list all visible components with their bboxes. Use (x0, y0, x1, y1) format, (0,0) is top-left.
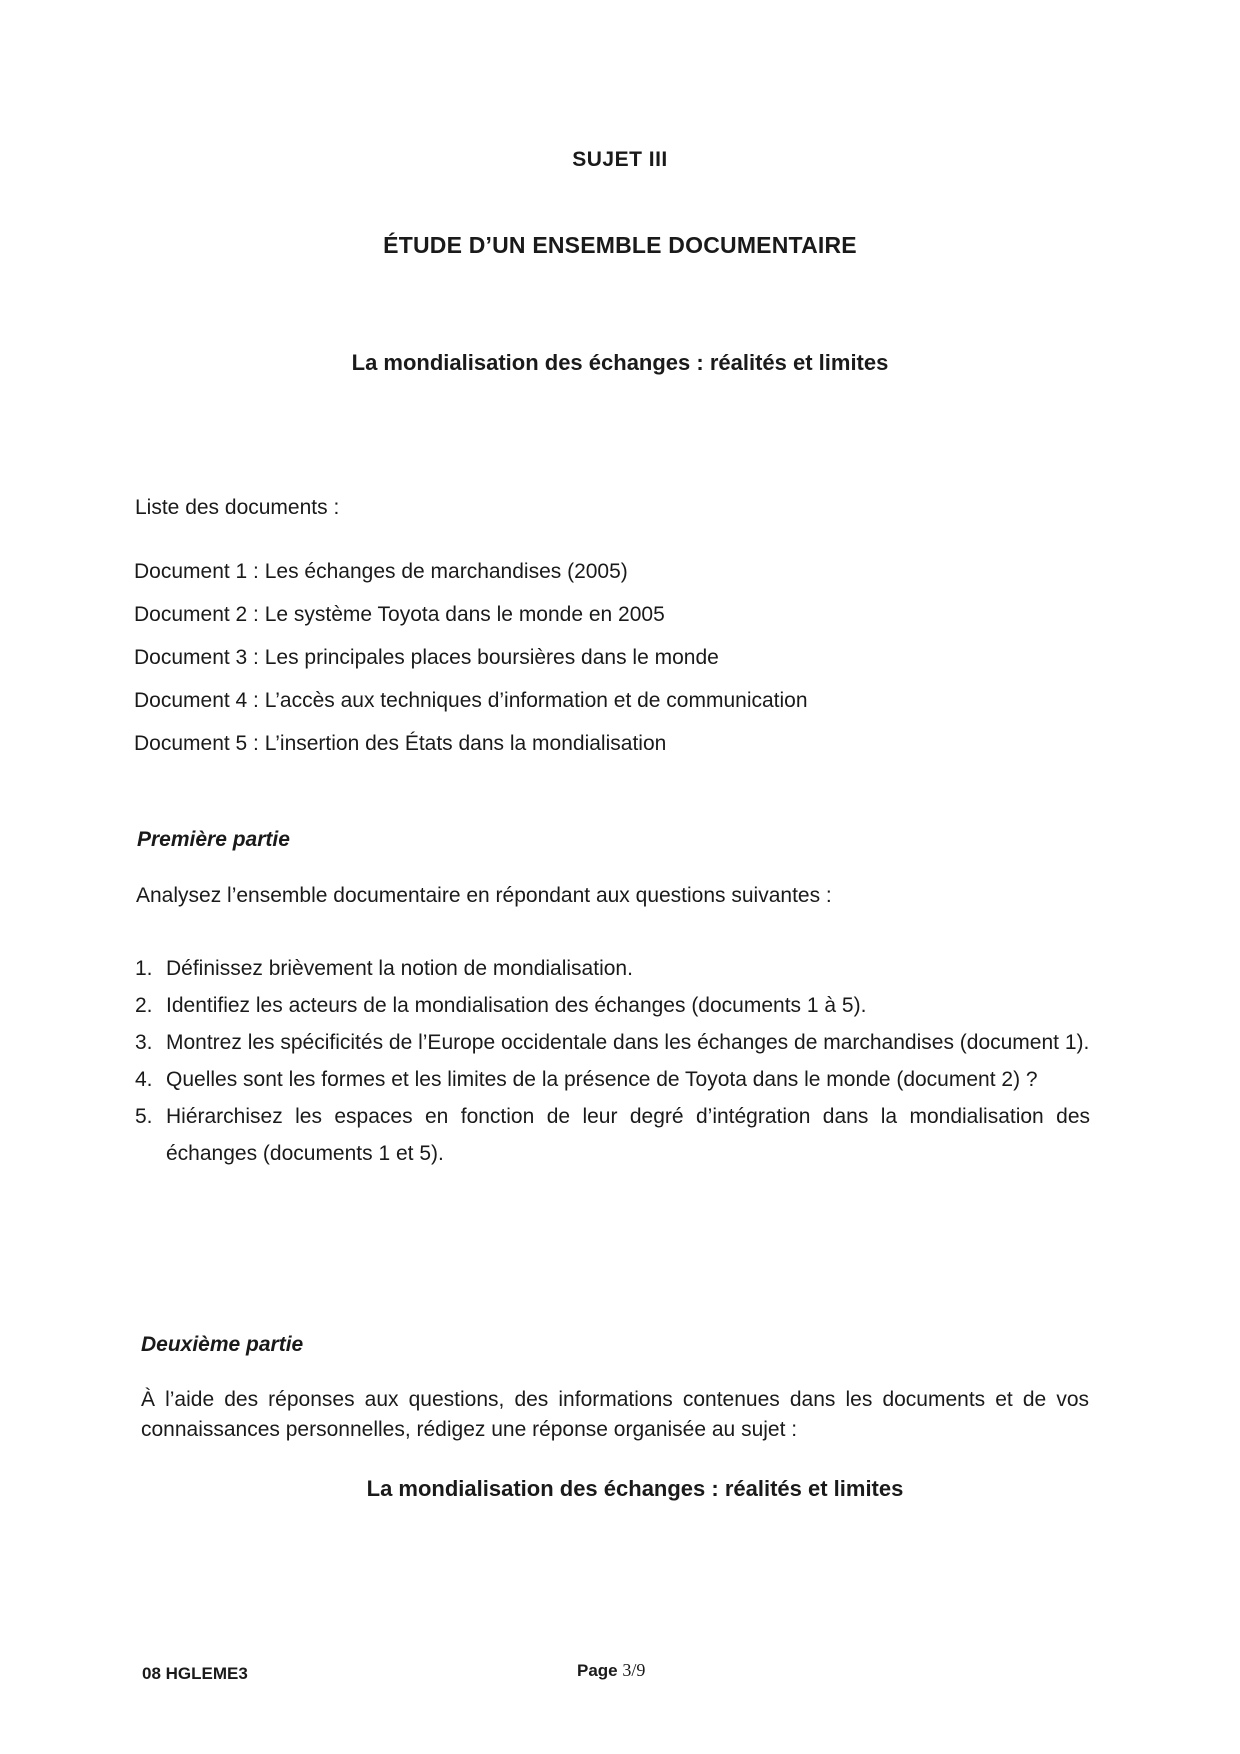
question-number: 5. (135, 1105, 153, 1128)
question-number: 1. (135, 957, 153, 980)
question-text: Définissez brièvement la notion de mondialisation. (166, 957, 633, 980)
part1-heading: Première partie (137, 828, 290, 851)
subject-number: SUJET III (572, 148, 668, 171)
document-list-label: Liste des documents : (135, 496, 340, 519)
part1-instruction: Analysez l’ensemble documentaire en répondant aux questions suivantes : (136, 884, 832, 907)
question-text: Quelles sont les formes et les limites de la présence de Toyota dans le monde (document 2) ? (166, 1068, 1038, 1091)
question-text: Hiérarchisez les espaces en fonction de leur degré d’intégration dans la mondialisation des échanges (documents 1 et 5). (166, 1105, 1090, 1165)
document-list-item: Document 3 : Les principales places boursières dans le monde (134, 646, 719, 669)
part2-heading: Deuxième partie (141, 1333, 304, 1356)
document-list-item: Document 5 : L’insertion des États dans la mondialisation (134, 732, 667, 755)
question-number: 4. (135, 1068, 153, 1091)
exercise-title: ÉTUDE D’UN ENSEMBLE DOCUMENTAIRE (383, 232, 857, 258)
footer-page-number: 3/9 (622, 1660, 646, 1680)
question-item (135, 987, 1090, 1024)
question-text: Identifiez les acteurs de la mondialisation des échanges (documents 1 à 5). (166, 994, 867, 1017)
question-text: Montrez les spécificités de l’Europe occidentale dans les échanges de marchandises (document 1). (166, 1031, 1090, 1054)
question-item (135, 1061, 1090, 1098)
essay-topic-title: La mondialisation des échanges : réalités et limites (366, 1476, 904, 1501)
question-number: 2. (135, 994, 153, 1017)
document-list-item: Document 2 : Le système Toyota dans le monde en 2005 (134, 603, 665, 626)
question-list (135, 950, 1090, 1172)
question-item (135, 1024, 1090, 1061)
question-number: 3. (135, 1031, 153, 1054)
footer-page-indicator (577, 1660, 645, 1681)
document-list (134, 550, 808, 765)
footer-page-label: Page (577, 1661, 618, 1680)
document-list-item: Document 1 : Les échanges de marchandises (2005) (134, 560, 628, 583)
question-item (135, 950, 1090, 987)
main-title: La mondialisation des échanges : réalités et limites (351, 350, 889, 375)
question-item (135, 1098, 1090, 1172)
footer-exam-code: 08 HGLEME3 (142, 1664, 248, 1683)
part2-instruction: À l’aide des réponses aux questions, des informations contenues dans les documents et de vos connaissances personnelles, rédigez une réponse organisée au sujet : (141, 1388, 1089, 1441)
document-list-item: Document 4 : L’accès aux techniques d’information et de communication (134, 689, 808, 712)
